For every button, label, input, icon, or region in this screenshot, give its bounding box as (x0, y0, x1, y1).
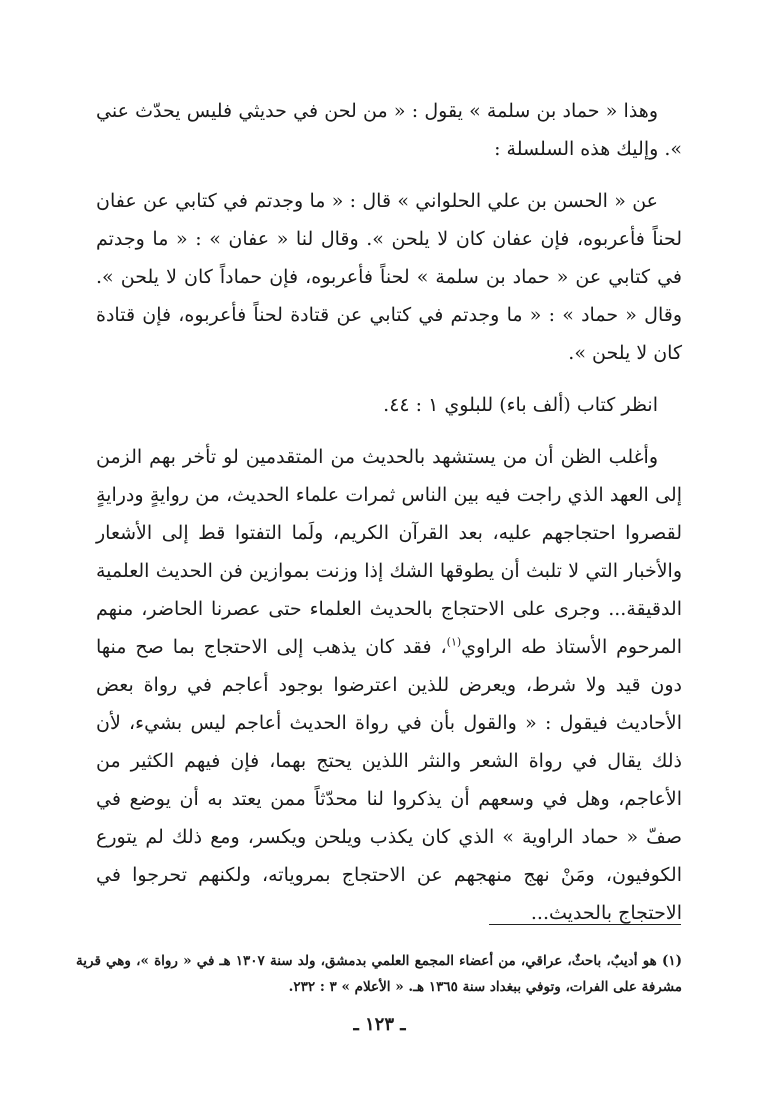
main-text (96, 92, 682, 932)
paragraph-gap (96, 372, 682, 386)
paragraph-argument (96, 438, 682, 932)
paragraph-isnad-chain: عن « الحسن بن علي الحلواني » قال : « ما وجدتم في كتابي عن عفان لحناً فأعربوه، فإن عفان كان لا يلحن ». وقال لنا « عفان » : « ما وجدتم في كتابي عن « حماد بن سلمة » لحناً فأعربوه، فإن حماداً كان لا يلحن ». وقال « حماد » : « ما وجدتم في كتابي عن قتادة لحناً فأعربوه، فإن قتادة كان لا يلحن ». (96, 190, 682, 364)
paragraph-reference: انظر كتاب (ألف باء) للبلوي ١ : ٤٤. (383, 394, 658, 416)
paragraph-gap (96, 168, 682, 182)
paragraph-gap (96, 424, 682, 438)
paragraph-hammad-quote: وهذا « حماد بن سلمة » يقول : « من لحن في حديثي فليس يحدّث عني ». وإليك هذه السلسلة : (96, 100, 682, 160)
footnote-divider (489, 924, 681, 925)
argument-text-part1: وأغلب الظن أن من يستشهد بالحديث من المتقدمين لو تأخر بهم الزمن إلى العهد الذي راجت فيه بين الناس ثمرات علماء الحديث، من روايةٍ ودرايةٍ لقصروا احتجاجهم عليه، بعد القرآن الكريم، ولَما التفتوا قط إلى الأشعار والأخبار التي لا تلبث أن يطوقها الشك إذا وزنت بموازين فن الحديث العلمية الدقيقة... وجرى على الاحتجاج بالحديث العلماء حتى عصرنا الحاضر، منهم المرحوم الأستاذ طه الراوي (96, 446, 683, 658)
argument-text-part2: ، فقد كان يذهب إلى الاحتجاج بما صح منها دون قيد ولا شرط، ويعرض للذين اعترضوا بوجود أعاجم في رواة بعض الأحاديث فيقول : « والقول بأن في رواة الحديث أعاجم ليس بشيء، لأن ذلك يقال في رواة الشعر والنثر اللذين يحتج بهما، فإن فيهم الكثير من الأعاجم، وهل في وسعهم أن يذكروا لنا محدّثاً ممن يعتد به أن يوضع في صفّ « حماد الراوية » الذي كان يكذب ويلحن ويكسر، ومع ذلك لم يتورع الكوفيون، ومَنْ نهج منهجهم عن الاحتجاج بمروياته، ولكنهم تحرجوا في الاحتجاج بالحديث... (96, 636, 682, 924)
footnote-marker: (١) (446, 635, 462, 649)
footnote-text: (١) هو أديبٌ، باحثٌ، عراقي، من أعضاء المجمع العلمي بدمشق، ولد سنة ١٣٠٧ هـ في « رواة »، وهي قرية مشرفة على الفرات، وتوفي ببغداد سنة ١٣٦٥ هـ. « الأعلام » ٣ : ٢٣٢. (76, 953, 682, 995)
page-number: ـ ١٢٣ ـ (353, 1014, 406, 1035)
